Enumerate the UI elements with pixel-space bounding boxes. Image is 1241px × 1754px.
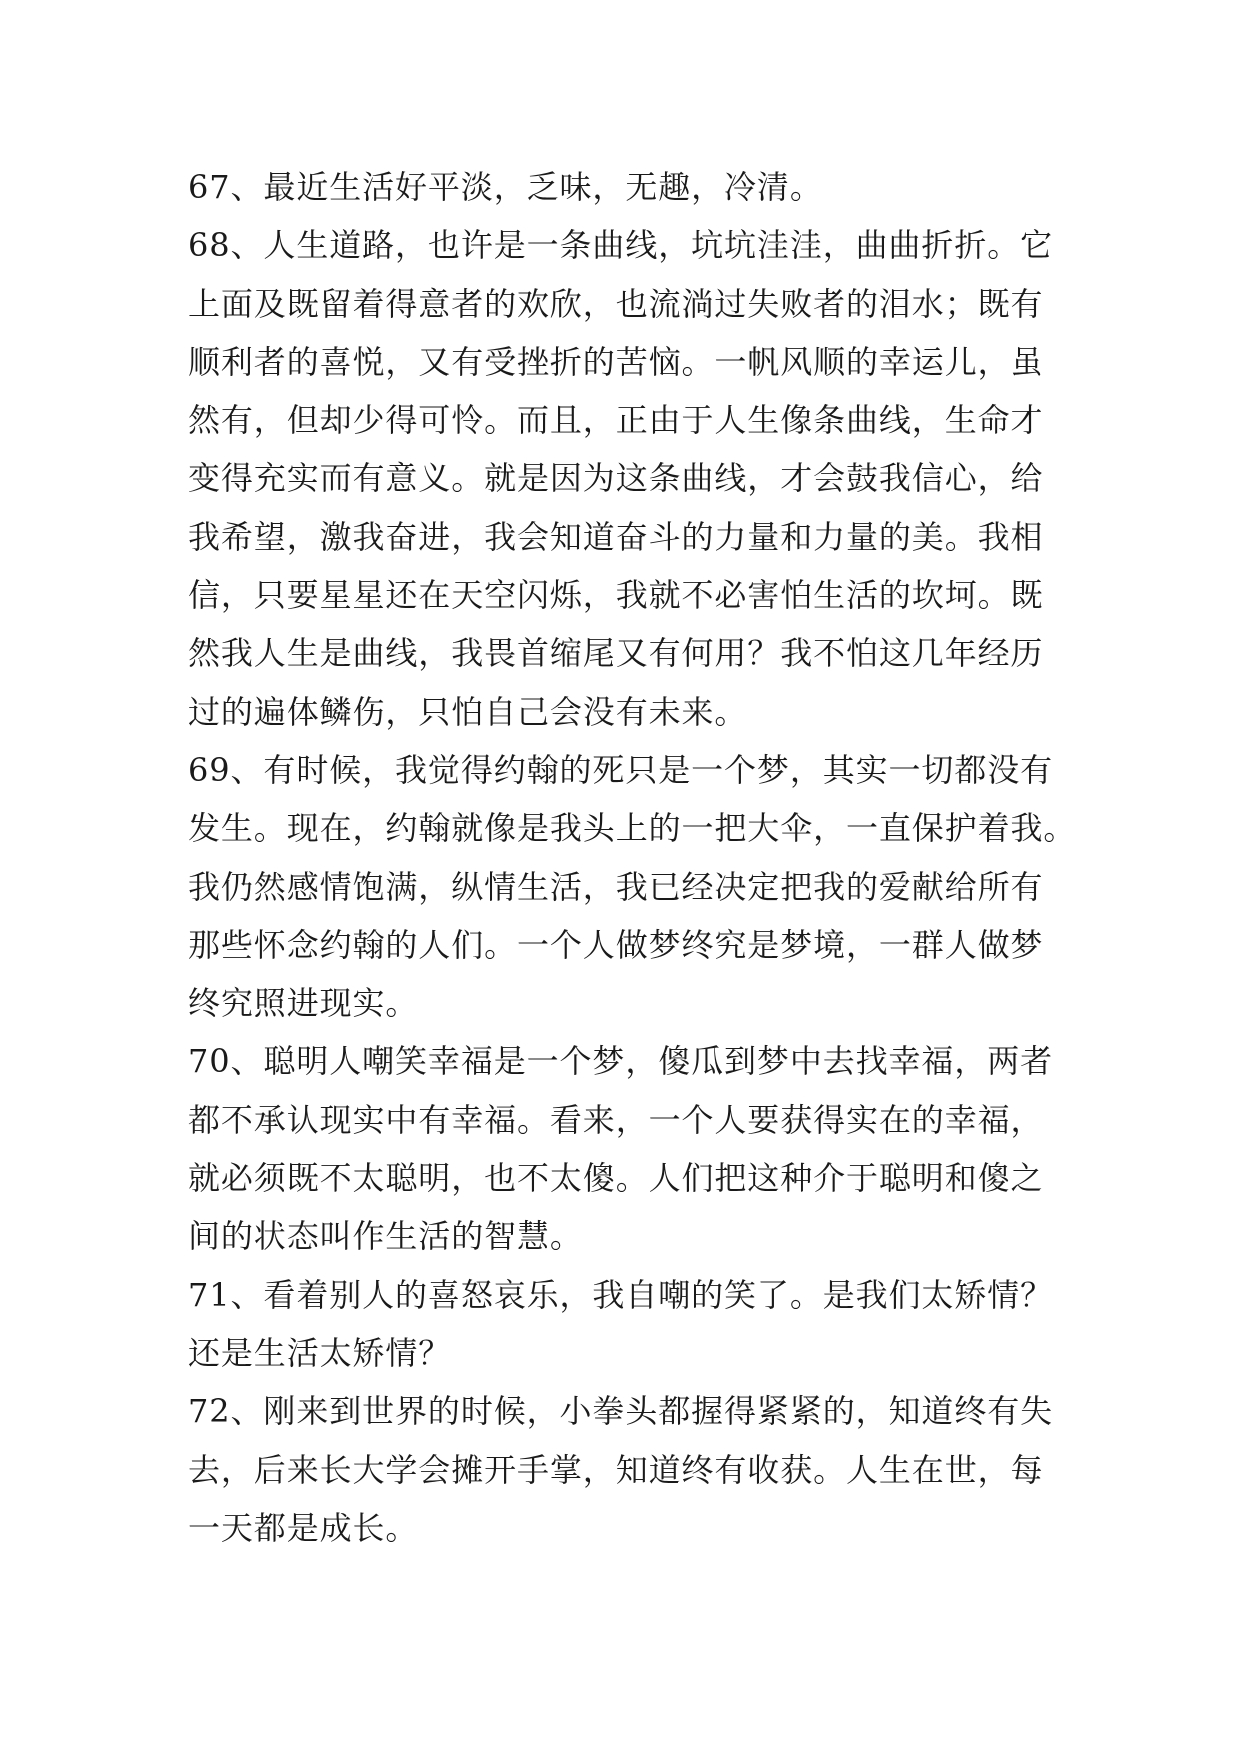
text-line: 都不承认现实中有幸福。看来，一个人要获得实在的幸福， — [188, 1100, 1044, 1139]
text-line: 68、人生道路，也许是一条曲线，坑坑洼洼，曲曲折折。它 — [188, 226, 1054, 265]
text-line: 70、聪明人嘲笑幸福是一个梦，傻瓜到梦中去找幸福，两者 — [188, 1042, 1054, 1081]
paragraph-72 — [188, 1382, 1078, 1557]
paragraph-69 — [188, 741, 1078, 1032]
text-line: 去，后来长大学会摊开手掌，知道终有收获。人生在世，每 — [188, 1450, 1044, 1489]
text-line: 终究照进现实。 — [188, 984, 419, 1023]
text-line: 71、看着别人的喜怒哀乐，我自嘲的笑了。是我们太矫情？ — [188, 1275, 1054, 1314]
text-line: 然我人生是曲线，我畏首缩尾又有何用？我不怕这几年经历 — [188, 634, 1044, 673]
text-line: 顺利者的喜悦，又有受挫折的苦恼。一帆风顺的幸运儿，虽 — [188, 342, 1044, 381]
text-line: 67、最近生活好平淡，乏味，无趣，冷清。 — [188, 168, 823, 206]
text-line: 还是生活太矫情？ — [188, 1333, 452, 1372]
text-line: 上面及既留着得意者的欢欣，也流淌过失败者的泪水；既有 — [188, 284, 1044, 323]
text-line: 发生。现在，约翰就像是我头上的一把大伞，一直保护着我。 — [188, 809, 1077, 848]
text-line: 信，只要星星还在天空闪烁，我就不必害怕生活的坎坷。既 — [188, 576, 1044, 615]
text-line: 变得充实而有意义。就是因为这条曲线，才会鼓我信心，给 — [188, 459, 1044, 498]
paragraph-71 — [188, 1266, 1078, 1383]
text-line: 69、有时候，我觉得约翰的死只是一个梦，其实一切都没有 — [188, 750, 1054, 789]
text-line: 然有，但却少得可怜。而且，正由于人生像条曲线，生命才 — [188, 401, 1044, 440]
document-body — [188, 158, 1078, 1557]
text-line: 我希望，激我奋进，我会知道奋斗的力量和力量的美。我相 — [188, 517, 1044, 556]
paragraph-68 — [188, 216, 1078, 741]
paragraph-70 — [188, 1032, 1078, 1265]
text-line: 那些怀念约翰的人们。一个人做梦终究是梦境，一群人做梦 — [188, 925, 1044, 964]
text-line: 我仍然感情饱满，纵情生活，我已经决定把我的爱献给所有 — [188, 867, 1044, 906]
text-line: 72、刚来到世界的时候，小拳头都握得紧紧的，知道终有失 — [188, 1392, 1054, 1431]
paragraph-67 — [188, 158, 1078, 216]
text-line: 一天都是成长。 — [188, 1508, 419, 1547]
text-line: 过的遍体鳞伤，只怕自己会没有未来。 — [188, 692, 748, 731]
text-line: 间的状态叫作生活的智慧。 — [188, 1217, 583, 1256]
text-line: 就必须既不太聪明，也不太傻。人们把这种介于聪明和傻之 — [188, 1159, 1044, 1198]
